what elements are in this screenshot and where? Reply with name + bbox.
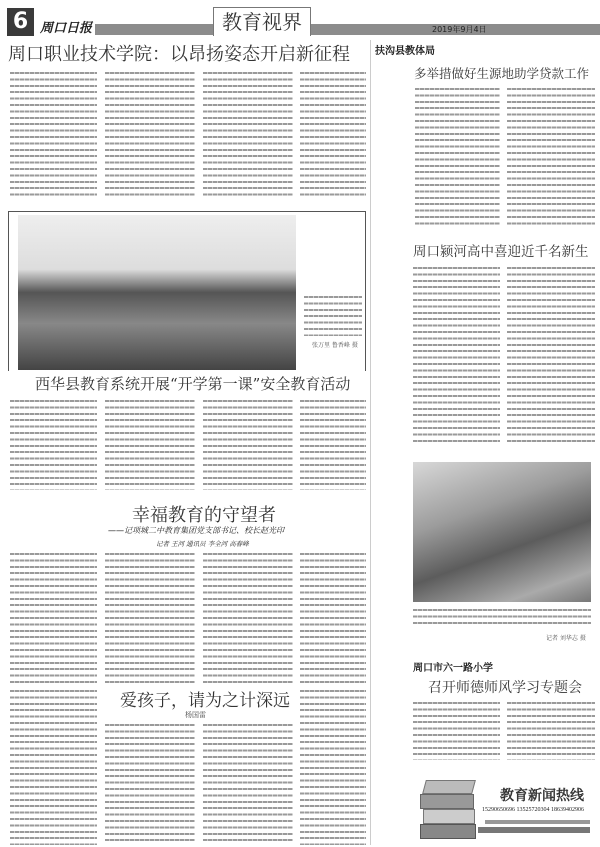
- happy-body-col4: [300, 553, 366, 685]
- yinghe-body-col2: [507, 267, 595, 443]
- happy-headline: 幸福教育的守望者: [132, 505, 276, 526]
- liuyi-body-col1: [413, 702, 500, 760]
- date: 2019年9月4日: [432, 25, 487, 34]
- column-divider: [370, 40, 371, 845]
- ad-title: 教育新闻热线: [500, 788, 584, 804]
- love-body-col2: [105, 724, 195, 845]
- happy-body-col3: [203, 553, 293, 685]
- love-body-col4: [300, 690, 366, 845]
- main-body-col3: [203, 72, 293, 197]
- happy-subtitle: ——记项城二中教育集团党支部书记、校长赵光印: [108, 526, 284, 535]
- yinghe-body-col1: [413, 267, 500, 443]
- photo2-caption: [413, 609, 591, 626]
- xihua-body-col2: [105, 400, 195, 490]
- ad-stripe: [478, 827, 590, 833]
- love-body-col3: [203, 724, 293, 845]
- photo1-credit: 张万里 鲁香峰 摄: [312, 342, 358, 349]
- xihua-body-col1: [10, 400, 97, 490]
- fugou-body-col2: [507, 88, 595, 228]
- books-icon: [420, 778, 478, 838]
- liuyi-kicker: 周口市六一路小学: [413, 663, 493, 674]
- liuyi-body-col2: [507, 702, 595, 760]
- love-byline: 杨国雷: [185, 711, 206, 719]
- fugou-body-col1: [415, 88, 500, 228]
- fugou-headline: 多举措做好生源地助学贷款工作: [414, 66, 590, 81]
- happy-body-col1: [10, 553, 97, 685]
- main-body-col4: [300, 72, 366, 197]
- photo2-credit: 记者 刘华志 摄: [546, 635, 586, 642]
- happy-byline: 记者 王河 通讯员 李全河 高春峰: [156, 540, 249, 548]
- main-body-col2: [105, 72, 195, 197]
- happy-body-col2: [105, 553, 195, 685]
- love-body-col1: [10, 690, 97, 845]
- xihua-body-col4: [300, 400, 366, 490]
- photo1-caption: [304, 296, 362, 336]
- love-headline: 爱孩子，请为之计深远: [120, 691, 290, 711]
- page-number: 6: [7, 8, 34, 36]
- ad-stripe: [485, 820, 590, 824]
- students-photo: [413, 462, 591, 602]
- yinghe-headline: 周口颍河高中喜迎近千名新生: [413, 244, 589, 260]
- xihua-headline: 西华县教育系统开展“开学第一课”安全教育活动: [35, 375, 351, 393]
- main-body-col1: [10, 72, 97, 197]
- ad-phones: 15290650696 13525720304 18639402906: [482, 807, 584, 813]
- fugou-kicker: 扶沟县教体局: [375, 46, 435, 57]
- classroom-photo: [18, 215, 296, 370]
- section-title: 教育视界: [213, 7, 311, 36]
- masthead: 周口日报: [40, 21, 93, 36]
- xihua-body-col3: [203, 400, 293, 490]
- main-headline: 周口职业技术学院：以昂扬姿态开启新征程: [8, 44, 350, 65]
- header-bar: [95, 24, 600, 35]
- liuyi-headline: 召开师德师风学习专题会: [428, 680, 582, 696]
